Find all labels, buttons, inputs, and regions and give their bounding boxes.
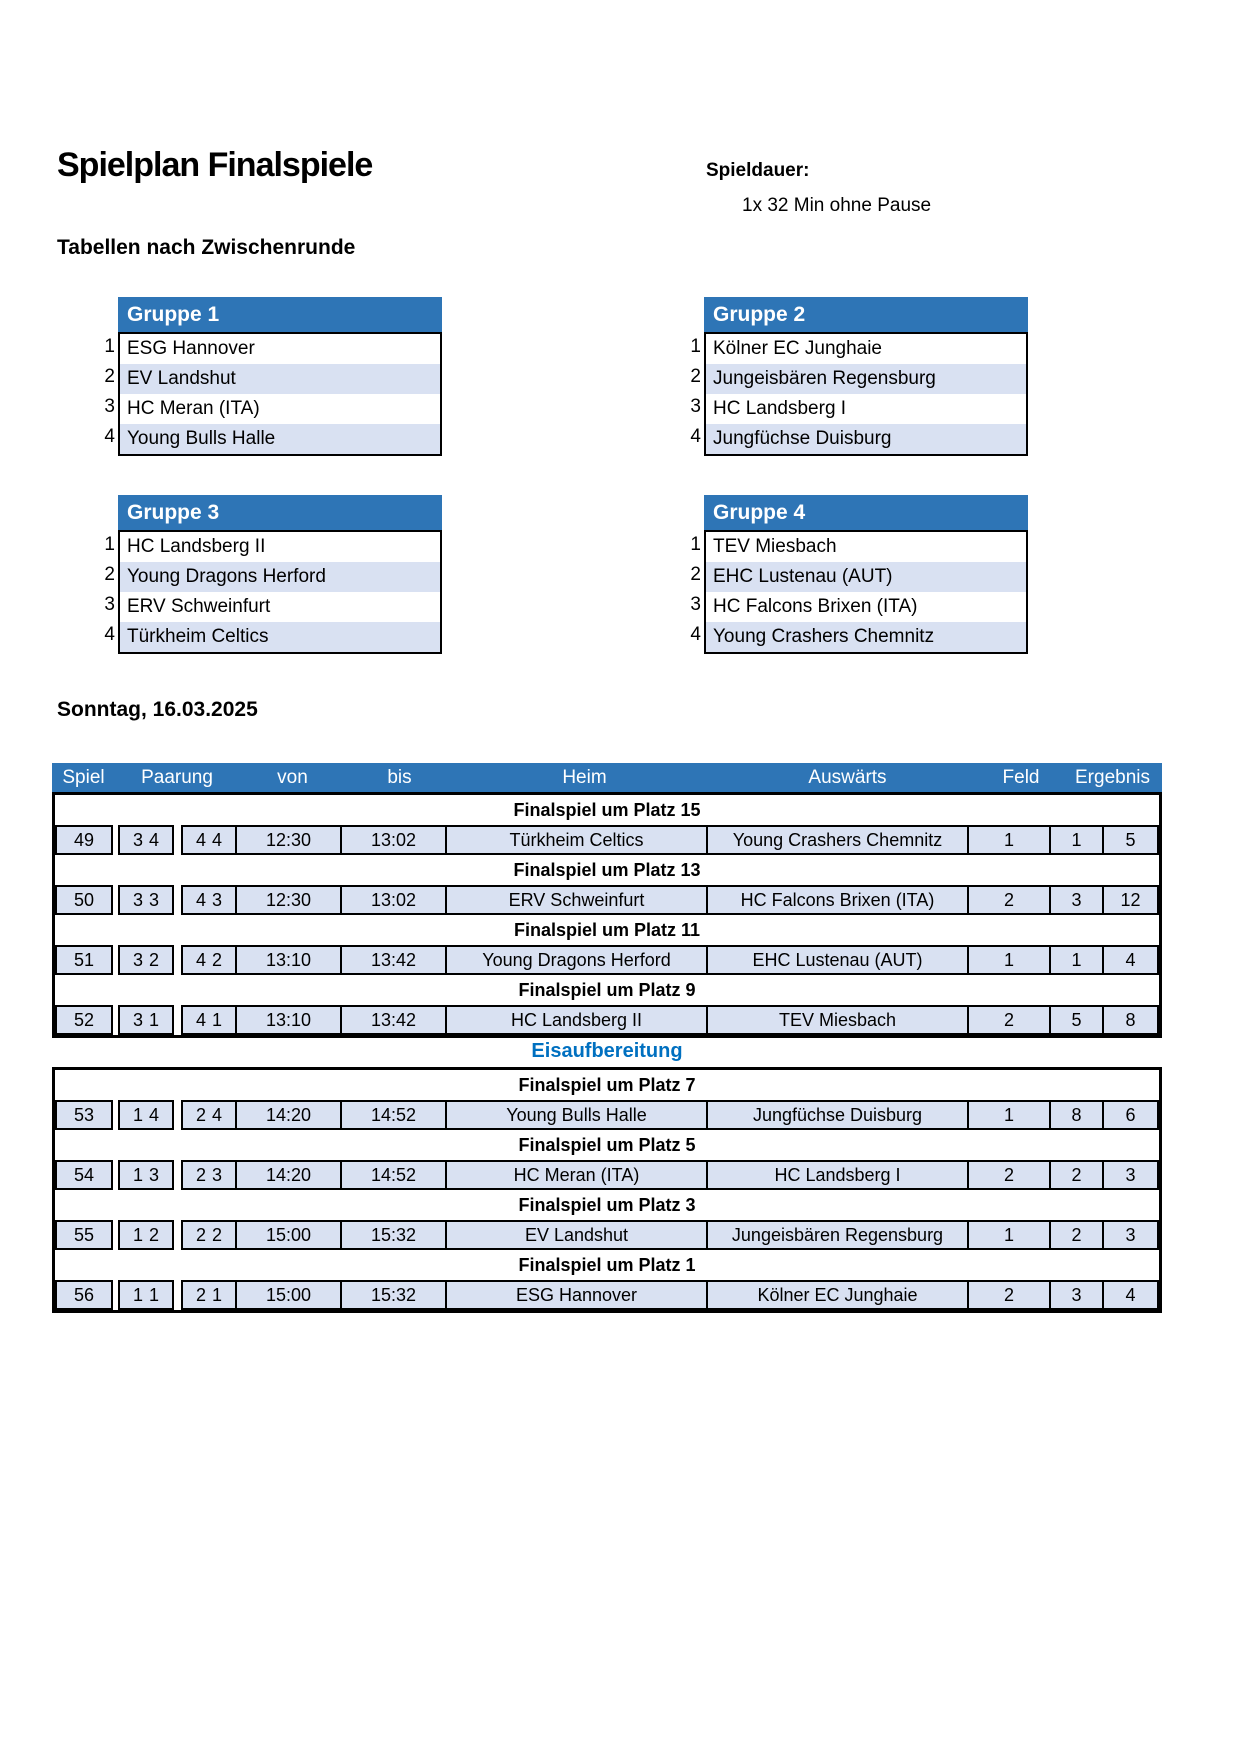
group-1-header: Gruppe 1: [118, 297, 442, 332]
pairing-2: [181, 1160, 237, 1190]
pairing-group: 4: [196, 1010, 207, 1030]
pairing-1: [118, 1100, 174, 1130]
group-2-block: [704, 297, 1028, 456]
column-header-bis: bis: [387, 767, 412, 788]
home-team: Young Bulls Halle: [445, 1100, 708, 1130]
pairing-group: 3: [133, 950, 144, 970]
rank-label: 2: [104, 366, 115, 387]
game-row-56: [55, 1280, 1159, 1310]
cell-gap: [174, 1160, 181, 1190]
start-time: 14:20: [235, 1100, 342, 1130]
home-team: HC Meran (ITA): [445, 1160, 708, 1190]
rank-label: 3: [104, 594, 115, 615]
game-number: 53: [55, 1100, 113, 1130]
rank-label: 4: [104, 426, 115, 447]
field-number: 1: [967, 825, 1051, 855]
pairing-1: [118, 945, 174, 975]
pairing-1: [118, 1280, 174, 1310]
group-3-rows: [118, 530, 442, 654]
end-time: 13:02: [340, 825, 447, 855]
pairing-rank: 3: [148, 1165, 159, 1185]
column-header-heim: Heim: [562, 767, 607, 788]
schedule-block-2: [52, 1067, 1162, 1313]
start-time: 12:30: [235, 825, 342, 855]
away-team: Young Crashers Chemnitz: [706, 825, 969, 855]
cell-gap: [174, 1220, 181, 1250]
score-home: 1: [1049, 825, 1104, 855]
group-table-3: [96, 495, 442, 654]
game-row-55: [55, 1220, 1159, 1250]
away-team: Kölner EC Junghaie: [706, 1280, 969, 1310]
section-title: Finalspiel um Platz 15: [55, 795, 1159, 825]
home-team: ERV Schweinfurt: [445, 885, 708, 915]
schedule-block-1: [52, 792, 1162, 1038]
pairing-2: [181, 1100, 237, 1130]
team-name: Young Bulls Halle: [120, 424, 440, 454]
group-1-rows: [118, 332, 442, 456]
start-time: 13:10: [235, 1005, 342, 1035]
tables-heading: Tabellen nach Zwischenrunde: [57, 236, 356, 259]
end-time: 15:32: [340, 1280, 447, 1310]
pairing-rank: 3: [211, 890, 222, 910]
game-number: 55: [55, 1220, 113, 1250]
rank-label: 1: [690, 534, 701, 555]
group-table-1: [96, 297, 442, 456]
score-home: 5: [1049, 1005, 1104, 1035]
rank-label: 4: [690, 624, 701, 645]
pairing-1: [118, 825, 174, 855]
pairing-group: 2: [196, 1165, 207, 1185]
field-number: 2: [967, 1005, 1051, 1035]
team-name: Jungeisbären Regensburg: [706, 364, 1026, 394]
group-4-rows: [704, 530, 1028, 654]
group-2-ranks: [682, 332, 704, 456]
pairing-rank: 2: [211, 950, 222, 970]
pairing-group: 2: [196, 1105, 207, 1125]
cell-gap: [174, 885, 181, 915]
start-time: 15:00: [235, 1280, 342, 1310]
pairing-group: 1: [133, 1285, 144, 1305]
duration-label: Spieldauer:: [706, 160, 810, 181]
away-team: EHC Lustenau (AUT): [706, 945, 969, 975]
column-header-von: von: [277, 767, 308, 788]
end-time: 15:32: [340, 1220, 447, 1250]
score-away: 12: [1102, 885, 1159, 915]
game-number: 54: [55, 1160, 113, 1190]
column-header-spiel: Spiel: [62, 767, 105, 788]
game-number: 51: [55, 945, 113, 975]
score-home: 8: [1049, 1100, 1104, 1130]
cell-gap: [174, 825, 181, 855]
pairing-rank: 4: [211, 830, 222, 850]
score-away: 8: [1102, 1005, 1159, 1035]
rank-label: 1: [104, 534, 115, 555]
team-name: Young Crashers Chemnitz: [706, 622, 1026, 652]
cell-gap: [174, 945, 181, 975]
rank-label: 1: [104, 336, 115, 357]
pairing-group: 4: [196, 950, 207, 970]
pairing-group: 4: [196, 890, 207, 910]
pairing-1: [118, 1160, 174, 1190]
rank-label: 2: [690, 366, 701, 387]
team-name: ERV Schweinfurt: [120, 592, 440, 622]
pairing-rank: 4: [211, 1105, 222, 1125]
cell-gap: [174, 1005, 181, 1035]
schedule-header-row: [52, 763, 1162, 792]
field-number: 1: [967, 1100, 1051, 1130]
rank-label: 3: [690, 396, 701, 417]
pairing-group: 4: [196, 830, 207, 850]
game-row-54: [55, 1160, 1159, 1190]
section-title: Finalspiel um Platz 5: [55, 1130, 1159, 1160]
field-number: 2: [967, 1280, 1051, 1310]
rank-label: 1: [690, 336, 701, 357]
start-time: 14:20: [235, 1160, 342, 1190]
team-name: Young Dragons Herford: [120, 562, 440, 592]
away-team: HC Landsberg I: [706, 1160, 969, 1190]
field-number: 2: [967, 885, 1051, 915]
home-team: Türkheim Celtics: [445, 825, 708, 855]
score-away: 3: [1102, 1160, 1159, 1190]
group-3-header: Gruppe 3: [118, 495, 442, 530]
score-away: 6: [1102, 1100, 1159, 1130]
pairing-rank: 1: [211, 1010, 222, 1030]
rank-label: 3: [690, 594, 701, 615]
away-team: Jungeisbären Regensburg: [706, 1220, 969, 1250]
group-2-header: Gruppe 2: [704, 297, 1028, 332]
column-header-paarung: Paarung: [141, 767, 213, 788]
group-1-block: [118, 297, 442, 456]
home-team: EV Landshut: [445, 1220, 708, 1250]
ice-resurfacing-label: Eisaufbereitung: [531, 1040, 683, 1062]
pairing-2: [181, 1280, 237, 1310]
end-time: 13:42: [340, 1005, 447, 1035]
group-1-ranks: [96, 332, 118, 456]
section-title: Finalspiel um Platz 13: [55, 855, 1159, 885]
group-3-block: [118, 495, 442, 654]
pairing-rank: 1: [211, 1285, 222, 1305]
game-row-53: [55, 1100, 1159, 1130]
pairing-group: 3: [133, 1010, 144, 1030]
pairing-1: [118, 885, 174, 915]
team-name: HC Meran (ITA): [120, 394, 440, 424]
group-2-rows: [704, 332, 1028, 456]
team-name: EV Landshut: [120, 364, 440, 394]
score-away: 3: [1102, 1220, 1159, 1250]
pairing-rank: 4: [148, 830, 159, 850]
group-4-ranks: [682, 530, 704, 654]
pairing-2: [181, 1220, 237, 1250]
pairing-rank: 2: [148, 950, 159, 970]
score-away: 5: [1102, 825, 1159, 855]
pairing-group: 3: [133, 830, 144, 850]
pairing-group: 2: [196, 1225, 207, 1245]
home-team: HC Landsberg II: [445, 1005, 708, 1035]
game-number: 56: [55, 1280, 113, 1310]
pairing-rank: 1: [148, 1285, 159, 1305]
game-number: 49: [55, 825, 113, 855]
end-time: 14:52: [340, 1160, 447, 1190]
start-time: 13:10: [235, 945, 342, 975]
team-name: Türkheim Celtics: [120, 622, 440, 652]
group-4-block: [704, 495, 1028, 654]
field-number: 2: [967, 1160, 1051, 1190]
game-number: 50: [55, 885, 113, 915]
group-4-header: Gruppe 4: [704, 495, 1028, 530]
score-away: 4: [1102, 1280, 1159, 1310]
pairing-group: 3: [133, 890, 144, 910]
pairing-rank: 4: [148, 1105, 159, 1125]
column-header-auswaerts: Auswärts: [808, 767, 887, 788]
game-row-49: [55, 825, 1159, 855]
pairing-1: [118, 1220, 174, 1250]
date-heading: Sonntag, 16.03.2025: [57, 698, 258, 721]
team-name: Kölner EC Junghaie: [706, 334, 1026, 364]
pairing-rank: 2: [148, 1225, 159, 1245]
group-3-ranks: [96, 530, 118, 654]
end-time: 14:52: [340, 1100, 447, 1130]
rank-label: 4: [690, 426, 701, 447]
pairing-group: 1: [133, 1105, 144, 1125]
score-home: 2: [1049, 1160, 1104, 1190]
team-name: EHC Lustenau (AUT): [706, 562, 1026, 592]
away-team: TEV Miesbach: [706, 1005, 969, 1035]
field-number: 1: [967, 945, 1051, 975]
column-header-ergebnis: Ergebnis: [1075, 767, 1150, 788]
section-title: Finalspiel um Platz 9: [55, 975, 1159, 1005]
team-name: HC Landsberg I: [706, 394, 1026, 424]
away-team: Jungfüchse Duisburg: [706, 1100, 969, 1130]
home-team: ESG Hannover: [445, 1280, 708, 1310]
game-number: 52: [55, 1005, 113, 1035]
section-title: Finalspiel um Platz 7: [55, 1070, 1159, 1100]
away-team: HC Falcons Brixen (ITA): [706, 885, 969, 915]
pairing-rank: 3: [211, 1165, 222, 1185]
pairing-rank: 3: [148, 890, 159, 910]
field-number: 1: [967, 1220, 1051, 1250]
score-away: 4: [1102, 945, 1159, 975]
pairing-2: [181, 945, 237, 975]
cell-gap: [174, 1100, 181, 1130]
pairing-2: [181, 885, 237, 915]
team-name: Jungfüchse Duisburg: [706, 424, 1026, 454]
home-team: Young Dragons Herford: [445, 945, 708, 975]
team-name: HC Landsberg II: [120, 532, 440, 562]
rank-label: 3: [104, 396, 115, 417]
score-home: 2: [1049, 1220, 1104, 1250]
game-row-52: [55, 1005, 1159, 1035]
section-title: Finalspiel um Platz 1: [55, 1250, 1159, 1280]
column-header-feld: Feld: [1002, 767, 1040, 788]
cell-gap: [174, 1280, 181, 1310]
pairing-rank: 2: [211, 1225, 222, 1245]
start-time: 12:30: [235, 885, 342, 915]
game-row-51: [55, 945, 1159, 975]
pairing-group: 1: [133, 1225, 144, 1245]
pairing-group: 1: [133, 1165, 144, 1185]
score-home: 3: [1049, 1280, 1104, 1310]
page-title: Spielplan Finalspiele: [57, 146, 373, 184]
start-time: 15:00: [235, 1220, 342, 1250]
end-time: 13:42: [340, 945, 447, 975]
score-home: 1: [1049, 945, 1104, 975]
team-name: HC Falcons Brixen (ITA): [706, 592, 1026, 622]
score-home: 3: [1049, 885, 1104, 915]
rank-label: 2: [104, 564, 115, 585]
team-name: TEV Miesbach: [706, 532, 1026, 562]
rank-label: 2: [690, 564, 701, 585]
section-title: Finalspiel um Platz 3: [55, 1190, 1159, 1220]
team-name: ESG Hannover: [120, 334, 440, 364]
pairing-group: 2: [196, 1285, 207, 1305]
duration-value: 1x 32 Min ohne Pause: [742, 195, 932, 216]
pairing-2: [181, 1005, 237, 1035]
end-time: 13:02: [340, 885, 447, 915]
group-table-4: [682, 495, 1028, 654]
rank-label: 4: [104, 624, 115, 645]
pairing-1: [118, 1005, 174, 1035]
section-title: Finalspiel um Platz 11: [55, 915, 1159, 945]
game-row-50: [55, 885, 1159, 915]
pairing-2: [181, 825, 237, 855]
group-table-2: [682, 297, 1028, 456]
pairing-rank: 1: [148, 1010, 159, 1030]
